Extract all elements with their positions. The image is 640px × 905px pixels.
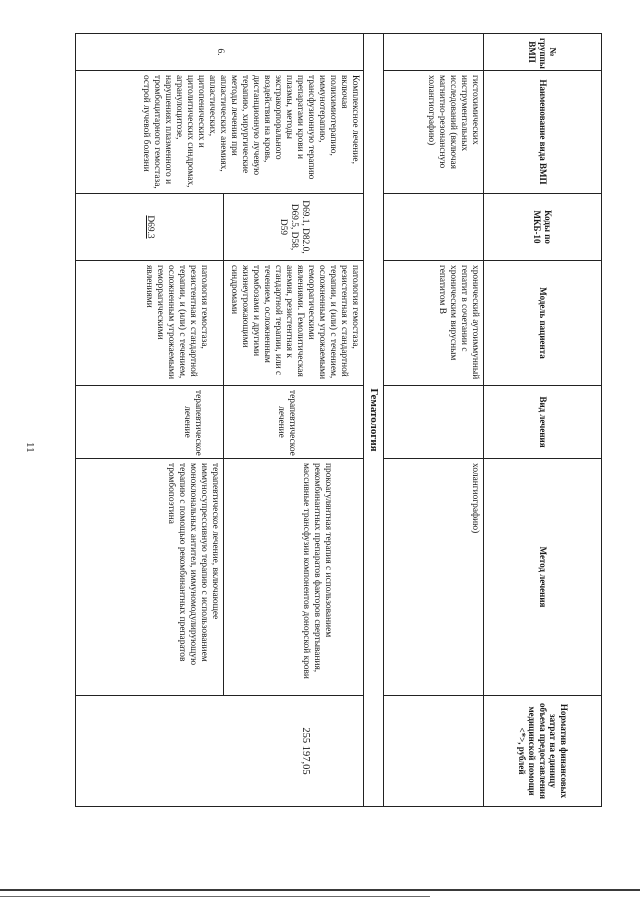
- cell-empty: [384, 386, 484, 459]
- cell-group-number: 6.: [76, 34, 364, 71]
- cell-treatment-type: терапевтическое лечение: [76, 386, 224, 459]
- cell-treatment-method: терапевтическое лечение, включающее иммуносупрессивную терапию с использованием моноклональных антител, иммуномодулирующую терапию с помощью рекомбинантных препаратов тромбопоэтина: [76, 459, 224, 696]
- section-title: Гематология: [364, 34, 384, 807]
- scan-edge-line: [0, 896, 430, 897]
- scan-edge-line: [0, 889, 640, 891]
- header-patient-model: Модель пациента: [484, 261, 602, 386]
- cell-patient-model: патология гемостаза, резистентная к стандартной терапии, и (или) с течением, осложненным угрожаемыми геморрагическими явлениями. Гемолитическая анемия, резистентная к стандартной терапии, или с течением, осложненным тромбозами и другими жизнеугрожающими синдромами: [224, 261, 364, 386]
- vmp-table: [75, 33, 602, 807]
- page-number: 11: [24, 442, 36, 453]
- cell-model-cont: хронический аутоиммунный гепатит в сочетании с хроническим вирусным гепатитом B: [384, 261, 484, 386]
- header-icd-codes: Коды по МКБ-10: [484, 194, 602, 261]
- header-group-number: № группы ВМП: [484, 34, 602, 71]
- cell-patient-model: патология гемостаза, резистентная к стандартной терапии, и (или) с течением, осложненным угрожаемыми геморрагическими явлениями: [76, 261, 224, 386]
- header-vmp-name: Наименование вида ВМП: [484, 71, 602, 194]
- table-row-continuation: [384, 34, 484, 807]
- cell-empty: [384, 194, 484, 261]
- cell-empty: [384, 34, 484, 71]
- cell-empty: [384, 696, 484, 807]
- cell-financial-norm: 255 197,05: [76, 696, 364, 807]
- header-treatment-method: Метод лечения: [484, 459, 602, 696]
- cell-vmp-name-cont: гистохимических инструментальных исследований (включая магнитно-резонансную холангиографию): [384, 71, 484, 194]
- cell-treatment-type: терапевтическое лечение: [224, 386, 364, 459]
- table-row: [224, 34, 364, 807]
- cell-method-cont: холангиографию): [384, 459, 484, 696]
- cell-vmp-name: Комплексное лечение, включая полихимиотерапию, иммунотерапию, трансфузионную терапию препаратами крови и плазмы, методы экстракорпорального воздействия на кровь, дистанционную лучевую терапию, хирургические методы лечения при апластических анемиях, апластических, цитопенических и цитолитических синдромах, агранулоцитозе, нарушениях плазменного и тромбоцитарного гемостаза, острой лучевой болезни: [76, 71, 364, 194]
- section-row: [364, 34, 384, 807]
- rotated-table-page: [80, 33, 602, 806]
- cell-treatment-method: прокоагулянтная терапия с использованием рекомбинантных препаратов факторов свертывания, массивные трансфузии компонентов донорской крови: [224, 459, 364, 696]
- header-treatment-type: Вид лечения: [484, 386, 602, 459]
- cell-icd-codes: D69.3: [76, 194, 224, 261]
- cell-icd-codes: D69.1, D82.0, D69.5, D58, D59: [224, 194, 364, 261]
- header-financial-norm: Норматив финансовых затрат на единицу объема предоставления медицинской помощи <*>, рублей: [484, 696, 602, 807]
- table-header-row: [484, 34, 602, 807]
